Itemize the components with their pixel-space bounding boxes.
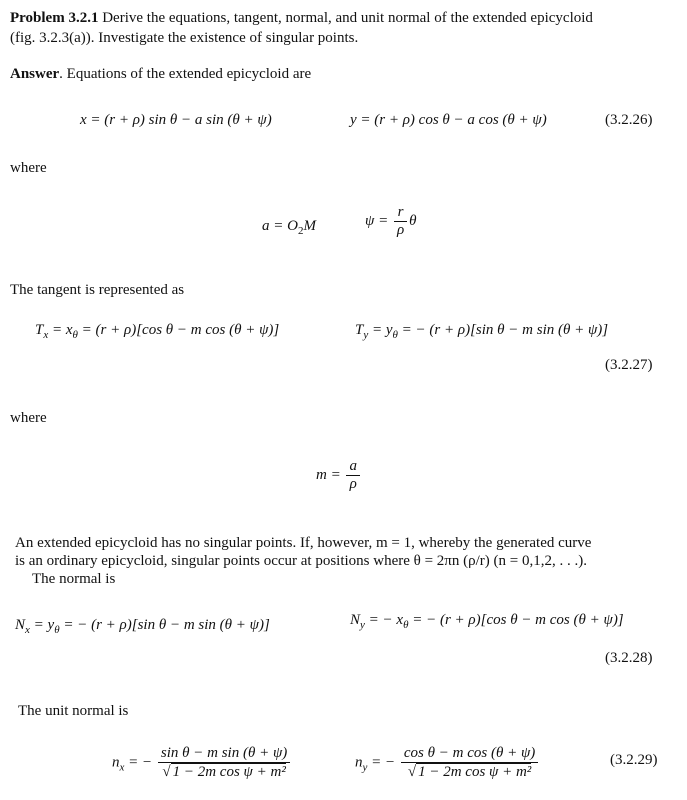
equation-unit-nx: $n_x$ = − $\frac{\text{sin θ − m sin (θ + ψ)}}{\text{√ 1 − 2m cos ψ + m²}}$ [112,745,292,781]
answer-label: Answer [10,66,60,82]
equation-number-3-2-27: (3.2.27) [605,357,653,373]
equation-tx: $T_x = x_\theta = (r + \rho)[\cos$ θ − m cos (θ + ψ)] [35,322,280,341]
equation-x: x = (r + ρ) sin θ − a sin (θ + ψ) [80,112,272,128]
problem-line-2: (fig. 3.2.3(a)). Investigate the existence of singular points. [10,30,359,46]
equation-ty: $T_y = y_\theta$ = − (r + ρ)[sin θ − m sin (θ + ψ)] [355,322,609,341]
definition-m: m = $\frac{a}{\rho}$ [316,458,362,493]
unit-normal-text: The unit normal is [18,703,129,719]
answer-intro: . Equations of the extended epicycloid are [59,66,312,82]
tangent-text: The tangent is represented as [10,282,185,298]
equation-nx: $N_x = y_\theta$ = − (r + ρ)[sin θ − m sin (θ + ψ)] [15,617,270,636]
definition-a: $a = O_2M$ [262,218,316,237]
definition-psi: ψ = $\frac{r}{\rho}$ θ [365,204,417,238]
equation-y: y = (r + ρ) cos θ − a cos (θ + ψ) [350,112,547,128]
problem-text-1: Derive the equations, tangent, normal, and unit normal of the extended epicycloid [98,10,593,26]
singular-text-1: An extended epicycloid has no singular points. If, however, m = 1, whereby the generated curve [15,535,592,551]
problem-label: Problem 3.2.1 [10,10,99,26]
equation-number-3-2-26: (3.2.26) [605,112,653,128]
normal-text: The normal is [32,571,116,587]
unit-nx-fraction: $\frac{\text{sin θ − m sin (θ + ψ)}}{\text{√ 1 − 2m cos ψ + m²}}$ [158,745,290,781]
unit-ny-fraction: $\frac{\text{cos θ − m cos (θ + ψ)}}{\text{√ 1 − 2m cos ψ + m²}}$ [401,745,538,781]
m-fraction: $\frac{a}{\rho}$ [346,458,360,493]
psi-fraction: $\frac{r}{\rho}$ [394,204,407,239]
problem-line-1 [10,10,593,27]
equation-ny: $N_y$ = − $x_\theta$ = − (r + ρ)[cos θ − m cos (θ + ψ)] [350,612,624,631]
equation-unit-ny: $n_y$ = − $\frac{\text{cos θ − m cos (θ + ψ)}}{\text{√ 1 − 2m cos ψ + m²}}$ [355,745,540,781]
where-label-2: where [10,410,47,426]
singular-text-2: is an ordinary epicycloid, singular points occur at positions where θ = 2πn (ρ/r) (n = 0,1,2, . . .). [15,553,587,569]
answer-line [10,66,311,83]
where-label-1: where [10,160,47,176]
equation-number-3-2-28: (3.2.28) [605,650,653,666]
equation-number-3-2-29: (3.2.29) [610,752,658,768]
